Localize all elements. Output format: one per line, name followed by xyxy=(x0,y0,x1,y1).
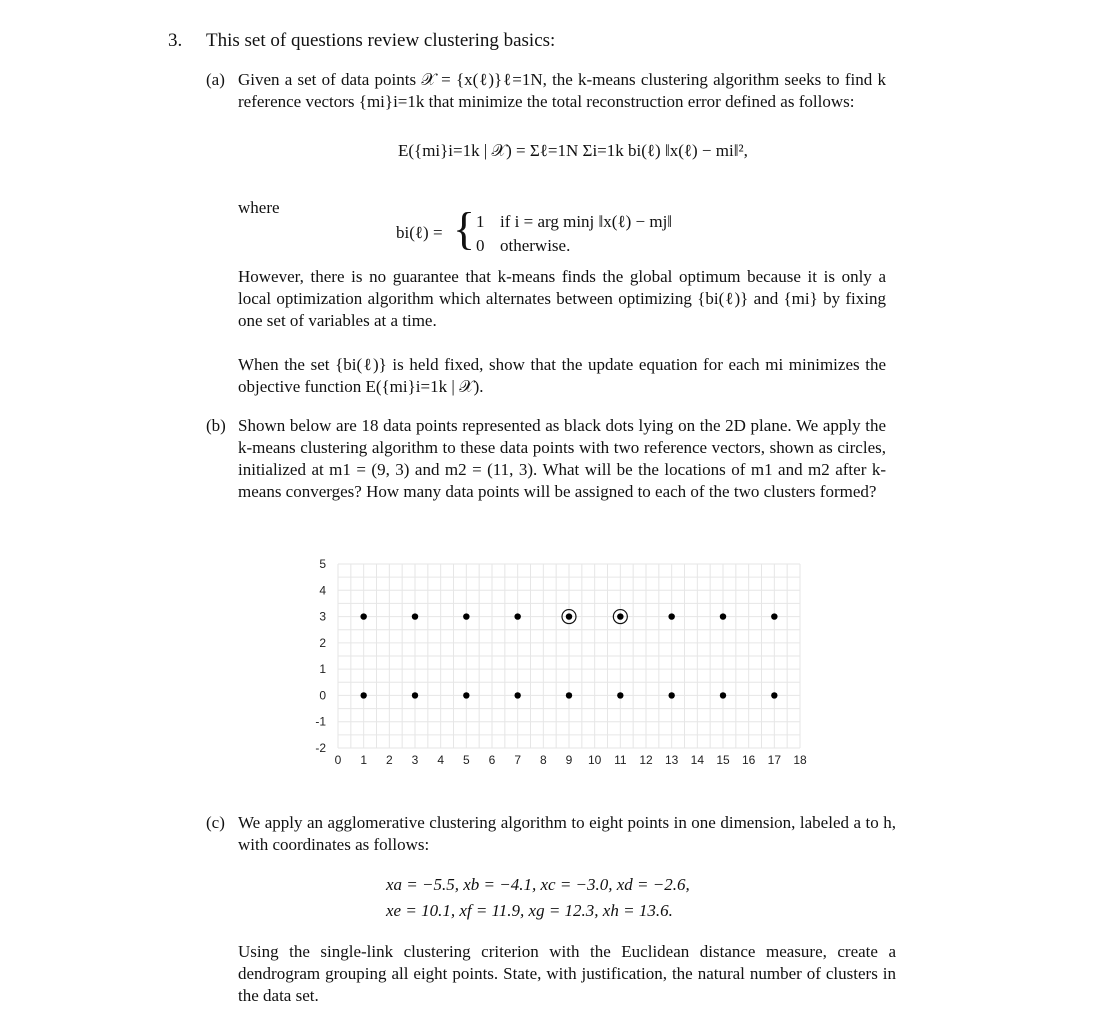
y-tick-label: 3 xyxy=(319,609,326,624)
x-tick-label: 7 xyxy=(514,753,522,767)
where-label: where xyxy=(238,198,280,217)
x-tick-label: 6 xyxy=(488,753,496,767)
x-tick-label: 1 xyxy=(360,753,368,767)
x-tick-label: 5 xyxy=(462,753,470,767)
x-tick-label: 4 xyxy=(437,753,445,767)
data-point xyxy=(720,613,726,619)
part-c-question: Using the single-link clustering criterion with the Euclidean distance measure, create a dendrogram grouping all eight points. State, with justification, the natural number of clusters in the data set. xyxy=(238,942,896,1005)
scatter-plot xyxy=(300,552,830,782)
x-tick-label: 10 xyxy=(587,753,602,767)
y-tick-label: -1 xyxy=(315,714,326,729)
part-a-paragraph-2: However, there is no guarantee that k-means finds the global optimum because it is only a local optimization algorithm which alternates between optimizing {bi(ℓ)} and {mi} by fixing one set of variables at a time. xyxy=(238,267,886,330)
question-number: 3. xyxy=(168,30,183,51)
x-tick-label: 17 xyxy=(767,753,782,767)
data-point xyxy=(463,613,469,619)
x-tick-label: 12 xyxy=(639,753,653,767)
data-point xyxy=(514,692,520,698)
y-tick-label: 4 xyxy=(319,583,326,598)
y-tick-label: 0 xyxy=(319,688,326,703)
x-tick-label: 14 xyxy=(690,753,705,767)
x-tick-label: 15 xyxy=(716,753,730,767)
data-point xyxy=(771,613,777,619)
case2-value: 0 xyxy=(476,236,485,255)
x-tick-label: 9 xyxy=(565,753,573,767)
part-a-label: (a) xyxy=(206,70,225,89)
x-tick-label: 16 xyxy=(741,753,756,767)
data-point xyxy=(360,613,366,619)
data-point xyxy=(412,692,418,698)
data-point xyxy=(514,613,520,619)
x-tick-label: 8 xyxy=(539,753,547,767)
equation-b-lhs: bi(ℓ) = xyxy=(396,223,443,242)
data-point xyxy=(617,692,623,698)
data-point xyxy=(617,613,623,619)
data-point xyxy=(668,613,674,619)
part-c-intro: We apply an agglomerative clustering algorithm to eight points in one dimension, labeled a to h, with coordinates as follows: xyxy=(238,813,896,854)
y-tick-label: 5 xyxy=(319,557,326,571)
y-tick-label: 2 xyxy=(319,635,326,650)
case1-value: 1 xyxy=(476,212,485,231)
part-b-label: (b) xyxy=(206,416,226,435)
data-point xyxy=(566,692,572,698)
case1-condition: if i = arg minj ‖x(ℓ) − mj‖ xyxy=(500,212,673,231)
question-title: This set of questions review clustering basics: xyxy=(206,30,556,51)
data-point xyxy=(771,692,777,698)
coords-line-1: xa = −5.5, xb = −4.1, xc = −3.0, xd = −2.6, xyxy=(386,875,690,894)
data-point xyxy=(360,692,366,698)
part-b-text: Shown below are 18 data points represented as black dots lying on the 2D plane. We apply the k-means clustering algorithm to these data points with two reference vectors, shown as circles, initialized at m1 = (9, 3) and m2 = (11, 3). What will be the locations of m1 and m2 after k-means converges? How many data points will be assigned to each of the two clusters formed? xyxy=(238,416,886,501)
part-a-paragraph-3: When the set {bi(ℓ)} is held fixed, show that the update equation for each mi minimizes the objective function E({mi}i=1k | 𝒳). xyxy=(238,355,886,396)
data-point xyxy=(463,692,469,698)
x-tick-label: 0 xyxy=(334,753,342,767)
x-tick-label: 13 xyxy=(664,753,679,767)
x-tick-label: 18 xyxy=(793,753,807,767)
case2-condition: otherwise. xyxy=(500,236,571,255)
data-point xyxy=(668,692,674,698)
y-tick-label: -2 xyxy=(315,741,326,755)
y-tick-label: 1 xyxy=(319,662,326,677)
x-tick-label: 2 xyxy=(385,753,393,767)
equation-E: E({mi}i=1k | 𝒳) = Σℓ=1N Σi=1k bi(ℓ) ‖x(ℓ) − mi‖², xyxy=(398,141,748,160)
part-c-label: (c) xyxy=(206,813,225,832)
data-point xyxy=(720,692,726,698)
coords-line-2: xe = 10.1, xf = 11.9, xg = 12.3, xh = 13.6. xyxy=(386,901,673,920)
data-point xyxy=(566,613,572,619)
part-a-intro: Given a set of data points 𝒳 = {x(ℓ)}ℓ=1N, the k-means clustering algorithm seeks to find k reference vectors {mi}i=1k that minimize the total reconstruction error defined as follows: xyxy=(238,70,886,111)
case-brace: { xyxy=(453,203,476,254)
data-point xyxy=(412,613,418,619)
x-tick-label: 3 xyxy=(411,753,419,767)
x-tick-label: 11 xyxy=(614,753,627,767)
